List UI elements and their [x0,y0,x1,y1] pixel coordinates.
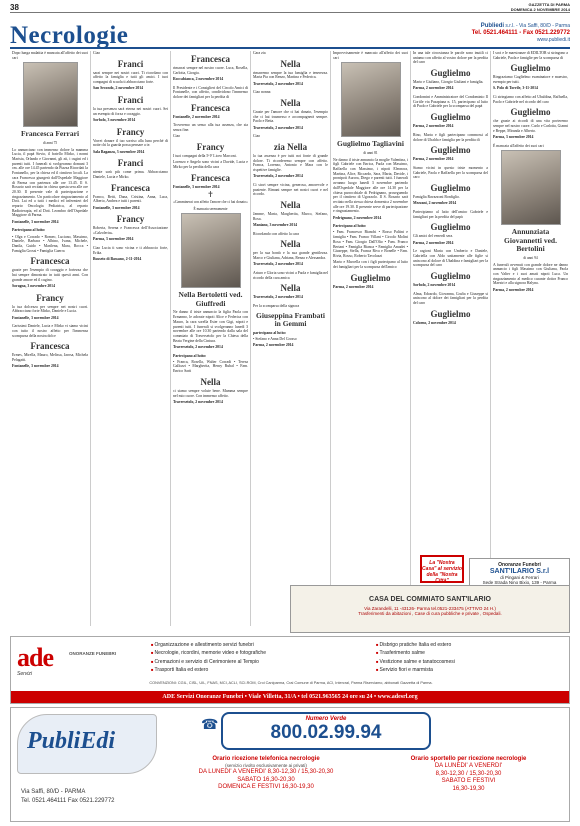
notice-text: Troveremo un senso alla tua assenza, che sia senza fine. [173,123,248,133]
chapel-tagline: La "Nostra Casa" al servizio della "Nostra Città" [420,555,464,583]
intro-text: Improvvisamente è mancato all'affetto dei suoi cari [333,51,408,60]
notice-text: Ci stavi sempre vicina, generosa, amorevole e paziente. Rimani sempre nei nostri cuori e nel ricordo. [253,183,328,197]
signature: Maniano, 3 novembre 2014 [253,223,298,228]
signature: Traversetolo, 2 novembre 2014 [173,344,223,349]
notice-text: Alma, Edoardo, Giovanna, Grafia e Giuseppe si uniscono al dolore dei famigliari per la perdita del caro [413,291,488,306]
notice-text: Mario e Marcella con i figli partecipano al lutto dei famigliari per la scomparsa dell'amico [333,260,408,269]
service-item: ■ Necrologie, ricordini, memorie video e fotografiche [151,649,266,657]
notice-name: Francesca [30,256,70,267]
notice-text: Le ragioni Maria con Umberto e Daniele, Gabriella con Aldo unitamente alle figlie si uniscono al dolore di Ubaldina e famigliari per la scomparsa del caro [413,249,488,268]
notice-text: Franco, Betti, Dana, Cristina, Anna, Luca, Alberto, Andrea e tutti i parenti. [93,194,168,204]
participants-list: • Fam. Francesco Bianchi • Rosso Paltini e famiglia • Fam. Franco Villani • Circolo Molini Rosa • Fam. Giorgio Dall'Olio • Fam. Franco Bertani • Famiglia Bianca • Famiglia Amadei • Giuseppe, Stella, Franca Riva e Bonelle • Fam. Rivia, Rosso, Roberto Tavolazzi [333,230,408,258]
deceased-name: Nella Bertoletti ved. Giuffredi [178,290,243,308]
body-text: A funerali avvenuti con grande dolore ne danno annuncio i figli Massimo con Giuliana, Paola con Valter e i suoi amati nipoti Luca. Un ringraziamento al medico curante dottor Franco Maestri e alla signora Halyna. [493,262,568,286]
ade-conventions: CONVENZIONI: CGIL, CISL, UIL, FNAS, MCI, ACLI, SCI-ROM, Croi Caniparma, Crai Comune di Parma, ACI, Intercral, Parma Riserviamo, abbonati Gazzetta di Parma. [149,681,433,685]
signature: Parma, 2 novembre 2014 [333,284,374,289]
notice-name: Francesca [191,102,230,113]
signature: Roccabianca, 2 novembre 2014 [173,76,224,81]
participants-list: • Franca, Rosella, Walter Corradi • Teresa Gallozzi • Margherita, Henry Rubal • Fam. Enrico Sarti [173,359,248,374]
signature: Fontanelle, 2 novembre 2014 [173,114,220,119]
signature: Traversetolo, 2 novembre 2014 [253,125,303,130]
obituary-columns [10,51,570,626]
signature: Soragna, 3 novembre 2014 [12,283,55,288]
ade-services-right [376,641,455,674]
service-item: ■ Trasferimento salme [376,649,455,657]
age-text: di anni 81 [363,150,378,155]
notice-text: sarai sempre nei nostri cuori. Ti ricordano con affetto la famiglia e tutti gli amici. I tuoi compagni di scuola ti abbracciano forte. [93,70,168,85]
hours-line: SABATO 16,30-20,30 [237,776,295,783]
notice-text: In una tale circostanza le parole sono inutili ci uniamo con affetto al vostro dolore per la perdita del caro [413,51,488,65]
hours-line: 16,30-19,30 [452,785,485,792]
notice-name: Guglielmo [430,145,471,156]
onoranze-sub: di Pingani & Ferrari [500,575,539,580]
cross-icon: ✝ [207,190,214,200]
notice-text: Grazie per l'amore che ci hai donato, l'esempio che ci hai trasmesso e accompagnerà sempre. Paolo e Betta. [253,110,328,124]
portrait-photo [23,62,78,127]
signature: Traversetolo, 2 novembre 2014 [253,295,303,300]
notice-text: Carissimi Daniele, Lucia e Mirko vi siamo vicini con tutto il nostro affetto per l'immensa scomparsa della nostra dolce [12,324,88,338]
notice-name: Francesca [30,341,70,352]
notice-name: Guglielmo [430,68,471,79]
column-4 [250,51,330,626]
hours-line: DOMENICA E FESTIVI 16,30-19,30 [218,784,314,790]
publisher-web[interactable]: www.publiedi.it [536,37,570,43]
notice-name: Francy [196,142,225,153]
signature: Traversetolo, 2 novembre 2014 [253,81,303,86]
notice-name: Franci [117,158,144,169]
service-item: ■ Cremazioni e servizio di Cerimoniere al Tempio [151,658,266,666]
deceased-name: Annunziata Giovannetti ved. Bertolini [504,227,557,254]
signature: Fontanelle, 3 novembre 2014 [93,205,140,210]
notice-name: Francy [116,126,145,137]
paper-name: GAZZETTA DI PARMA [528,2,570,7]
column-2 [90,51,170,626]
notice-name: Franci [117,95,144,106]
notice-text: Jamme, Marta, Margherita, Marco, Stefano, Rosa. [253,212,328,221]
notice-text: Vorrei donare il tuo sorriso alla luna perché di notte chi la guarda possa pensare a te. [93,138,168,148]
portrait-photo [341,62,401,137]
intro-text: Ciao [93,51,101,55]
publiedi-ad [10,707,570,822]
publisher-block: Publiedi s.r.l. - Via Saffi, 80/D - Parma Tel. 0521.464111 - Fax 0521.229772 www.publiedi.it [395,23,570,44]
notice-text: Roberta, Serena e Francesca dell'Associazione «Calzoleria». [93,226,168,235]
notice-text: grazie per l'esempio di coraggio e fortezza che hai sempre dimostrato in tutti questi anni. Con grande amore ed il cugino. [12,268,88,282]
signature: Sorbolo, 2 novembre 2014 [413,283,456,288]
chapel-service: Trasferimenti da abitazioni , Case di cura pubbliche e private , Ospedali. [358,611,502,616]
signature: Colorno, 2 novembre 2014 [413,320,456,325]
header-right [511,3,570,12]
notice-text: Ci stringiamo con affetto ad Ubaldina, Raffaella, Paolo e Gabriele nel ricordo del caro [493,95,568,104]
publisher-suffix: s.r.l. [505,23,515,29]
body-text: Ne danno il triste annuncio la moglie Valentina, i figli Gabriele con Enrica, Paola con Massimo, Raffaella con Massimo, i nipoti Eleonora, Martina, Alice, Riccardo, Sara, Marta, Davide, i pronipoti Aurora, Diego e parenti tutti. I funerali avranno luogo lunedì 3 novembre partendo dall'Ospedale Maggiore alle ore 14.30 per la chiesa parrocchiale di Pedrignano, proseguendo per il cimitero di Ugozzolo. Il S. Rosario sarà recitato nella stessa chiesa domenica 2 novembre alle ore 19.30. Il presente serve di partecipazione e ringraziamento. [333,157,408,214]
service-item: ■ Trasporti Italia ed estero [151,666,266,674]
intro-text: È mancata all'affetto dei suoi cari [493,143,544,148]
notice-text: Mario e Giuliano, Giorgio Giuliani e famiglia. [413,80,484,85]
phone-icon: ☎ [201,716,219,732]
notice-name: Guglielmo [430,222,471,233]
chapel-ad [290,585,570,633]
notice-text: la tua assenza è per tutti noi fonte di grande dolore. Ti ricorderemo sempre con affetto. Franca, Lorenzo, Antonio e Mara con le rispettive famiglie. [253,154,328,173]
notice-text: la tua presenza sarà eterna nei nostri cuori. Sei un esempio di forza e coraggio. [93,107,168,116]
service-item: ■ Organizzazione e allestimento servizi funebri [151,641,266,649]
notice-text: Ermes, Mirella, Mauro, Melissa, Jarosa, Michela Pelagatti. [12,353,88,363]
notice-name: Giuseppina Frambati in Gemmi [256,310,325,329]
notice-text: per la sua bontà e la sua grande gentilezza. Marco e Giuliana, Adriana, Renza e Alessandra. [253,251,328,261]
section-title: Necrologie [10,22,129,49]
onoranze-name: SANT'ILARIO S.r.l [489,568,550,575]
signature: S. Polo di Torrile, 3-11-2014 [493,86,538,91]
green-number-label: Numero Verde [305,716,347,722]
notice-text: I soci e le maestranze di EDILTOR si stringono a Gabriele, Paola e famiglie per la scomparsa di [493,51,568,60]
hours-line: SABATO E FESTIVI [441,778,496,784]
service-item: ■ Servizio fiori e marmista [376,666,455,674]
chapel-name: CASA DEL COMMIATO SANT'ILARIO [369,596,491,603]
participants-list: • Olga e Corrado • Romeo, Luciano, Massimo, Daniele, Barbara • Albino, Ivana, Michele, Danila, Guido • Marilena, Mara, Rocca • Famiglia Grossi • Famiglia Guerra [12,234,88,253]
ade-onoranze: ONORANZE FUNEBRI [69,651,116,656]
quote-text: «Camminerai con affetto l'amore che ci hai donato» [173,200,248,205]
intro-text: Ciao nonna [253,90,271,95]
notice-name: Francesca [191,172,230,183]
notice-text: Ricordando con affetto la cara [253,231,299,236]
onoranze-addr: Sede Strada Nino Bixio, 139 - Parma [482,580,557,585]
service-item: ■ Vestizione salme e tanatocosmesi [376,658,455,666]
signature: Traversetolo, 2 novembre 2014 [253,174,303,179]
notice-name: Nella [280,200,301,211]
phone-hours-sub: (servizio rivolto esclusivamente ai privati) [225,763,307,768]
signature: Fontanelle, 3 novembre 2014 [173,184,220,189]
signature: Traversetolo, 2 novembre 2014 [253,262,303,267]
intro-text: Cara zia [253,51,266,55]
signature: Parma, 2 novembre 2014 [413,240,454,245]
intro-text: Dopo lunga malattia è mancata all'affetto dei suoi cari [12,51,88,60]
participants-heading: partecipano al lutto: [253,330,287,335]
column-7 [490,51,570,626]
issue-date: DOMENICA 2 NOVEMBRE 2014 [510,6,570,12]
intro-text: Ciao [253,134,261,139]
signature: Fontanelle, 3 novembre 2014 [12,364,59,369]
green-number-box [221,712,431,750]
green-number[interactable]: 800.02.99.94 [270,722,382,743]
page-number: 38 [10,3,19,12]
participants-heading: Partecipano al lutto: [12,228,46,233]
notice-name: Nella [280,58,301,69]
notice-text: che grazie ai ricordi di una vita porteremo sempre nel nostro cuore. Carlo e Carlotta, Gianni e Beppe, Miranda e Alberto. [493,119,568,133]
deceased-name: Francesca Ferrari [20,129,80,139]
ade-logo-sub: Servizi [17,671,33,677]
intro-text: Ciao [173,134,181,139]
notice-name: Guglielmo [430,183,471,194]
ade-ad [10,636,570,704]
onoranze-label: Onoranze Funebri [498,562,541,568]
publiedi-logo: PubliEdi [27,728,116,754]
intro-text: È mancata serenamente [193,206,228,211]
ade-contact-bar: ADE Servizi Onoranze Funebri • Viale Villetta, 31/A • tel 0521.963565 24 ore su 24 • www.adesrl.org [11,691,569,703]
notice-name: Francy [116,214,145,225]
notice-name: Nella [280,98,301,109]
publiedi-addr1: Via Saffi, 80/D - PARMA [21,789,86,795]
page-header [10,3,570,13]
notice-text: Arturo e Gloria sono vicini a Paola e famiglia nel ricordo della cara amica [253,271,328,280]
publiedi-address [21,788,115,806]
signature: Parma, 3 novembre 2014 [93,237,134,242]
notice-name: Nella [200,376,221,387]
column-1 [10,51,90,626]
notice-text: Ciao Lucia ti sono vicina e ti abbraccio forte, Erika. [93,245,168,255]
age-text: di anni 75 [42,140,58,145]
chapel-address: Via Zarandelli, 11 -43126- Parma tel.0521-233475 (ATTIVO 24 H.) [364,606,496,611]
notice-name: Guglielmo [510,63,551,74]
notice-name: Francy [36,292,64,303]
body-text: Ne danno il triste annuncio la figlia Paola con Ermanno, le adorate nipoti Alice e Federica con Mauro, la cara sorella Ester con Gigi, nipoti e parenti tutti. I funerali si svolgeranno lunedì 3 novembre alle ore 10.30 partendo dalla sala del commiato di Traversetolo per la Chiesa della Beata Vergine della Cintura. [173,310,248,343]
notice-text: la tua dolcezza per sempre nei nostri cuori. Abbracciano forte Mirko, Daniele e Lucia. [12,304,88,314]
ade-logo: ade [17,643,53,672]
notice-name: Franci [117,58,144,69]
phone-hours-box [166,756,366,792]
notice-text: niente sarà più come prima. Abbracciamo Daniele, Lucia e Mirko. [93,170,168,179]
column-6 [410,51,490,626]
signature: Traversetolo, 2 novembre 2014 [173,399,223,404]
notice-text: rimarrai sempre nel nostro cuore. Luca, Rosella, Carlotta, Giorgia. [173,66,248,75]
notice-text: Ringraziamo Guglielmo esaminatore e maestro, esempio per tutti. [493,75,568,85]
phone-hours-title: Orario ricezione telefonica necrologie [212,756,320,762]
signature: Fontanelle, 3 novembre 2014 [12,219,59,224]
column-5 [330,51,410,626]
hours-line: DA LUNEDI' A VENERDI' [434,763,503,769]
notice-text: I tuoi compagni della 5ª F Liceo Marconi. [173,154,237,159]
notice-name: Francesca [191,54,230,64]
publisher-address: Via Saffi, 80/D - Parma [519,23,570,29]
notice-text: Lorenzo e Angelo sono vicini a Davide, Lucia e Mirko per la perdita della cara [173,160,248,169]
counter-hours-title: Orario sportello per ricezione necrologie [410,756,527,762]
notice-name: Guglielmo [430,308,471,319]
publisher-phone: Tel. 0521.464111 - Fax 0521.229772 [471,30,570,36]
notice-text: Gli amici del venerdì sera. [413,234,454,239]
age-text: di anni 94 [523,255,538,260]
notice-name: Guglielmo [430,271,471,282]
portrait-photo [181,213,241,288]
publiedi-addr2: Tel. 0521.464111 Fax 0521.229772 [21,798,115,804]
portrait-photo [501,150,561,225]
notice-text: Condomini e Amministratore del Condominio Il Cortile via Pasapiana n. 15, partecipano al lutto di Paolo e Gabriele per la scomparsa del papà [413,95,488,109]
ade-services-left [151,641,266,674]
notice-name: Guglielmo [510,107,551,118]
hours-line: 8,30-12,30 / 15,30-20,30 [435,770,502,777]
service-item: ■ Disbrigo pratiche Italia ed estero [376,641,455,649]
notice-name: Nella [280,239,301,250]
notice-name: Nella [280,283,301,294]
signature: Fontanelle, 3 novembre 2014 [12,315,59,320]
hours-line: DA LUNEDI' A VENERDI' 8,30-12,30 / 15,30-20,30 [198,769,334,775]
body-text: Lo annunciano con immenso dolore la mamma Lucia, il papà Sirvio, il fratello Mirko, i nonni Marisia, Orlando e Giovanni, gli zii, i cugini ed i parenti tutti. I funerali si svolgeranno domani 3 cm. alle ore 14.45 partendo da Piazza Ricordati la Fontanello, per la chiesa ed il cimitero locali. La cara Francesca giungerà dall'Ospedale Maggiore di Parma con partenza alle ore 13.45. Il S. Rosario sarà recitato in chiesa questa sera alle ore 20.30. Il presente vale di partecipazione e ringraziamento. Un particolare ringraziamento al Dott. Lai ed a tutti i medici ed infermieri del reparto Oncologia Pediatrica, al reparto Radioterapia, ed al Dott. Leombro dell'Ospedale Maggiore di Parma. [12,147,88,218]
signature: Parma, 2 novembre 2014 [413,157,454,162]
notice-name: zia Nella [273,142,308,153]
notice-text: ci siamo sempre volute bene. Mamma sempre nel mio cuore. Con immenso affetto. [173,388,248,398]
signature: Sorbolo, 3 novembre 2014 [93,117,136,122]
signature: Parma, 3 novembre 2014 [493,135,534,140]
signature: Mezzani, 2 novembre 2014 [413,201,457,206]
notice-name: Guglielmo [350,272,391,283]
notice-name: Guglielmo [430,112,471,123]
publisher-name: Publiedi [480,23,505,29]
signature: Parma, 2 novembre 2014 [253,343,294,348]
signature: Pedrignano, 2 novembre 2014 [333,215,382,220]
notice-text: Famiglia Ravazzoni Bonfiglio. [413,195,460,200]
deceased-name: Guglielmo Tagliavini [337,139,404,149]
signature: Parma, 2 novembre 2014 [413,124,454,129]
notice-name: Francesca [111,182,150,193]
notice-text: rimarremo sempre la tua famiglia e tenerezza. Maria Pia con Renzo, Martina e Federica. [253,70,328,80]
signature: San Secondo, 2 novembre 2014 [93,86,144,91]
notice-text: Siamo vicini in questo triste momento a Gabriele, Paola e Raffaella per la scomparsa del caro [413,165,488,180]
column-3 [170,51,250,626]
signature: Parma, 2 novembre 2014 [493,287,534,292]
counter-hours-box [371,756,566,793]
notice-text: Il Presidente e i Consiglieri del Circolo Amici di Fontanelle, con affetto, condividono l'immenso dolore dei famigliari per la perdita di [173,85,248,100]
title-rule [10,47,570,49]
notice-text: Rino, Marta e figli partecipano commossi al dolore di Ubalda e famiglia per la perdita di [413,132,488,142]
signature: Sala Baganza, 3 novembre 2014 [93,149,145,154]
participants-heading: Partecipano al lutto: [173,353,207,358]
signature: Busseto di Bassano, 2-11-2014 [93,256,142,261]
signature: Parma, 2 novembre 2014 [413,86,454,91]
participants-list: • Stefano e Anna Del Grosso [253,337,297,342]
intro-text: Per la scomparsa della signora [253,304,300,309]
notice-text: Partecipiamo al lutto dell'amico Gabriele e famigliari per la perdita del papà [413,209,488,219]
participants-heading: Partecipano al lutto: [333,224,367,229]
